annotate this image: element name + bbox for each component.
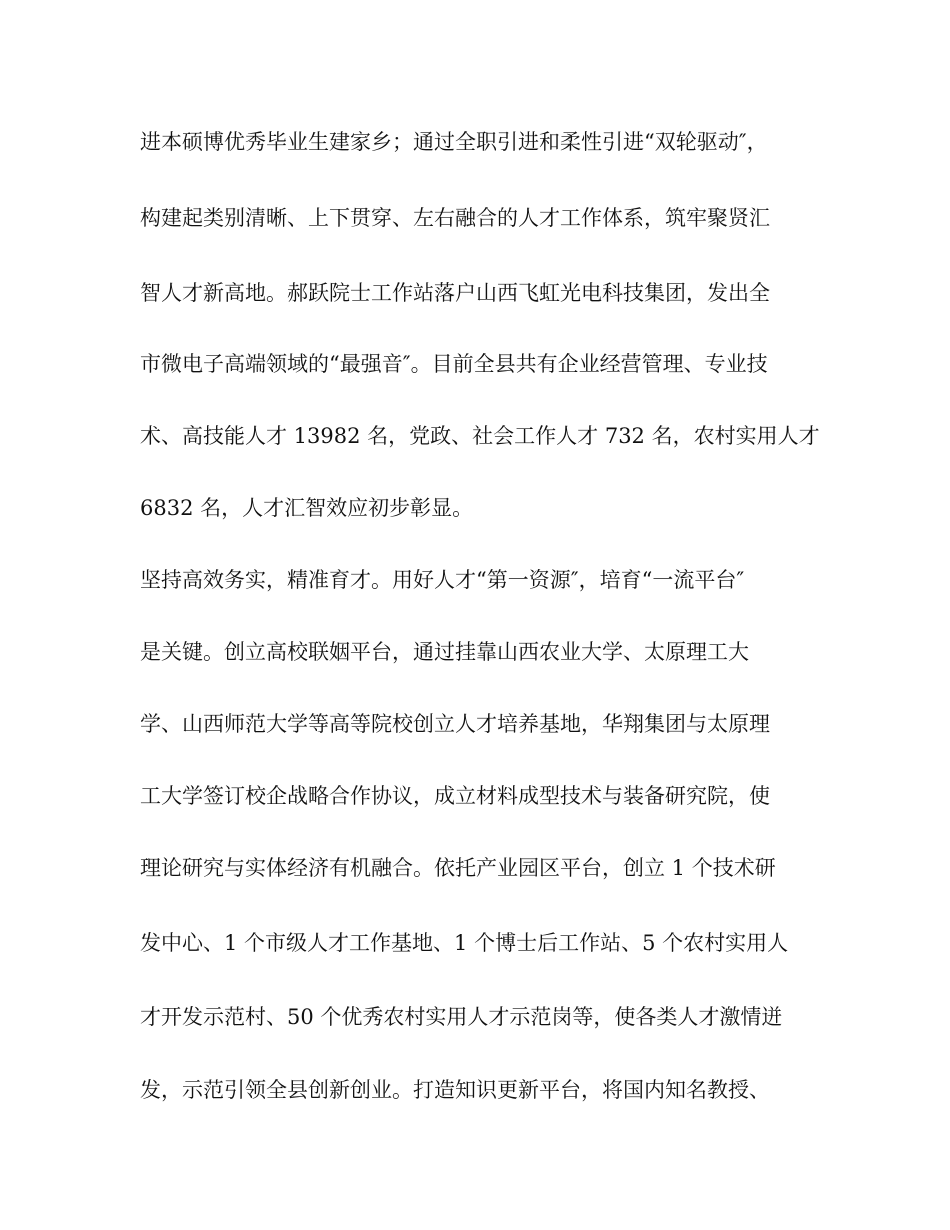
text-line: 是关键。创立高校联姻平台，通过挂靠山西农业大学、太原理工大: [140, 640, 749, 664]
text-line: 6832 名，人才汇智效应初步彰显。: [140, 496, 474, 520]
text-line: 发中心、1 个市级人才工作基地、1 个博士后工作站、5 个农村实用人: [140, 931, 789, 955]
text-line: 构建起类别清晰、上下贯穿、左右融合的人才工作体系，筑牢聚贤汇: [140, 206, 770, 230]
text-line: 工大学签订校企战略合作协议，成立材料成型技术与装备研究院，使: [140, 784, 770, 808]
text-line: 坚持高效务实，精准育才。用好人才“第一资源″，培育“一流平台″: [140, 568, 745, 592]
text-line: 才开发示范村、50 个优秀农村实用人才示范岗等，使各类人才激情迸: [140, 1005, 783, 1029]
text-line: 理论研究与实体经济有机融合。依托产业园区平台，创立 1 个技术研: [140, 856, 776, 880]
text-line: 学、山西师范大学等高等院校创立人才培养基地，华翔集团与太原理: [140, 712, 770, 736]
text-line: 智人才新高地。郝跃院士工作站落户山西飞虹光电科技集团，发出全: [140, 281, 770, 305]
text-line: 发，示范引领全县创新创业。打造知识更新平台，将国内知名教授、: [140, 1078, 770, 1102]
text-line: 市微电子高端领域的“最强音″。目前全县共有企业经营管理、专业技: [140, 352, 768, 376]
text-line: 进本硕博优秀毕业生建家乡；通过全职引进和柔性引进“双轮驱动″，: [140, 130, 768, 154]
text-line: 术、高技能人才 13982 名，党政、社会工作人才 732 名，农村实用人才: [140, 424, 820, 448]
